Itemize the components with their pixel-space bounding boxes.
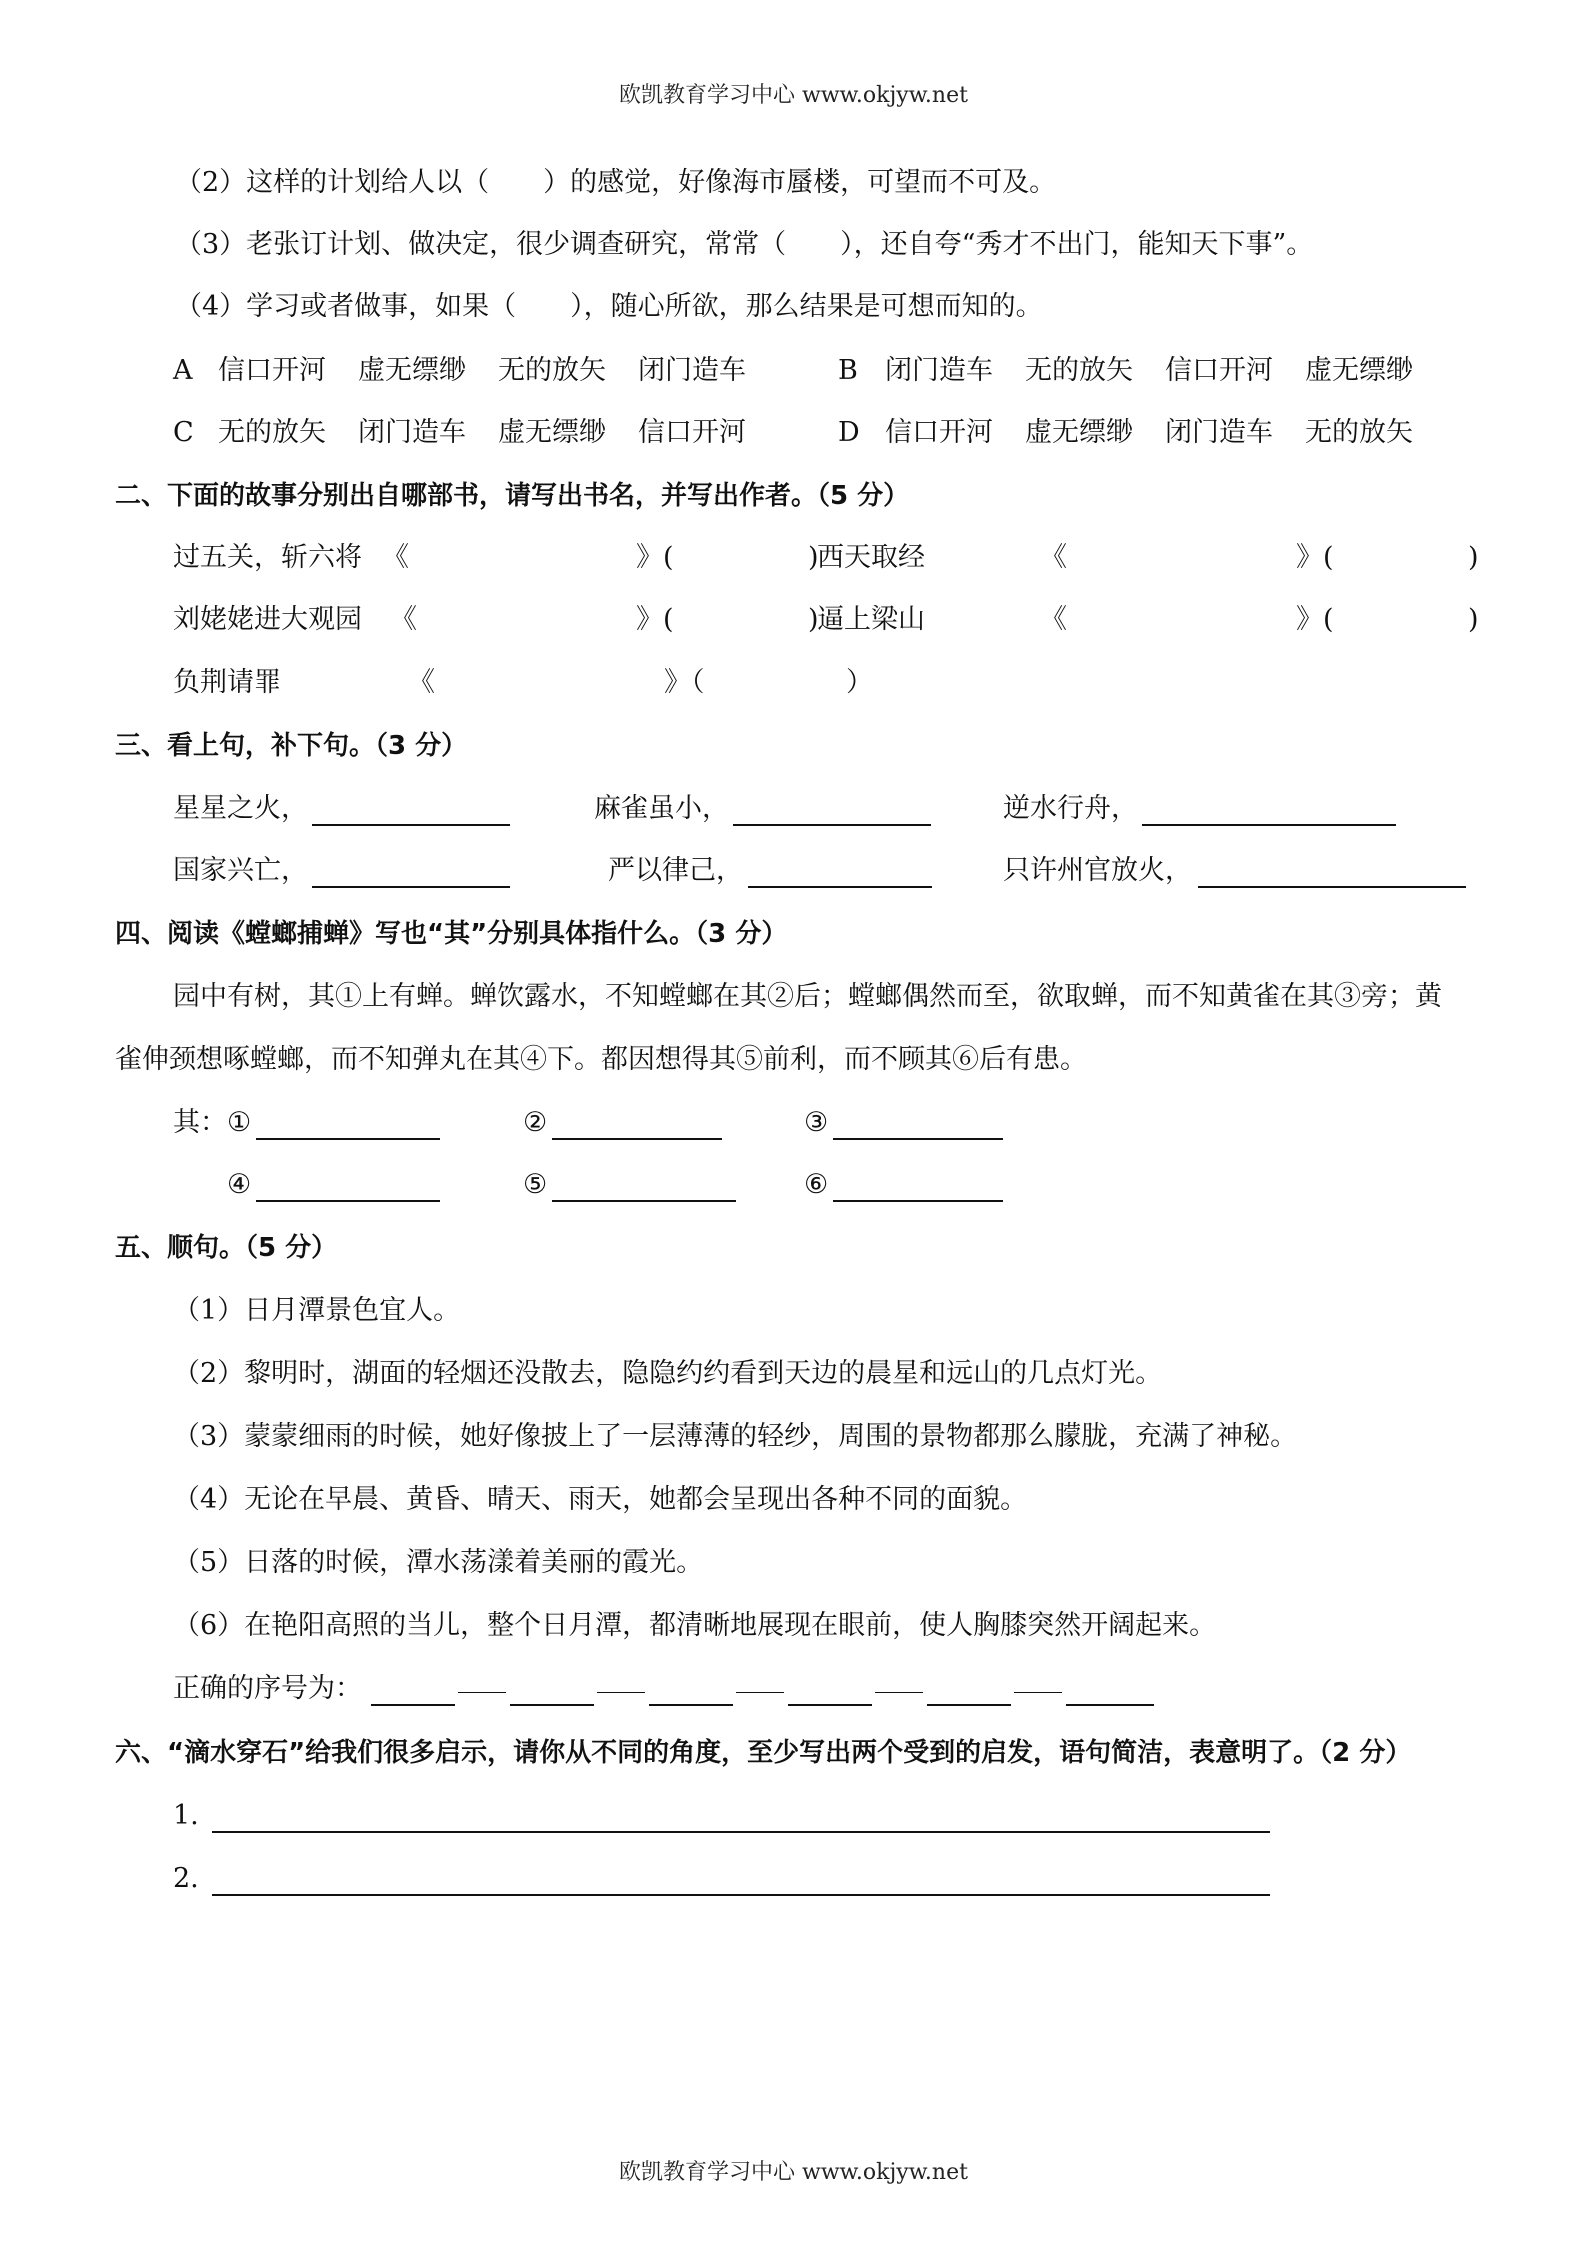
page-header: 欧凯教育学习中心 www.okjyw.net — [619, 83, 968, 108]
q3-prompt-3: 逆水行舟， — [1003, 793, 1138, 824]
q5-sentence-3: （3）蒙蒙细雨的时候，她好像披上了一层薄薄的轻纱，周围的景物都那么朦胧，充满了神秘。 — [173, 1421, 1298, 1452]
q4-mark-6: ⑥ — [804, 1169, 829, 1200]
q5-order-blank-6[interactable] — [1066, 1704, 1154, 1706]
q5-title: 五、顺句。（5 分） — [115, 1233, 338, 1263]
q5-sentence-5: （5）日落的时候，潭水荡漾着美丽的霞光。 — [173, 1547, 704, 1578]
q3-answer-line-3[interactable] — [1142, 824, 1396, 826]
option-d-word-4: 无的放矢 — [1305, 417, 1413, 448]
option-c-word-1: 无的放矢 — [218, 417, 326, 448]
option-d-word-2: 虚无缥缈 — [1025, 417, 1133, 448]
q5-order-blank-3[interactable] — [649, 1704, 733, 1706]
q5-sentence-6: （6）在艳阳高照的当儿，整个日月潭，都清晰地展现在眼前，使人胸膝突然开阔起来。 — [173, 1610, 1217, 1641]
q3-answer-line-1[interactable] — [312, 824, 510, 826]
q5-sentence-1: （1）日月潭景色宜人。 — [173, 1295, 461, 1326]
q1-item-2: （2）这样的计划给人以（ ）的感觉，好像海市蜃楼，可望而不可及。 — [175, 167, 1057, 198]
option-a-word-4: 闭门造车 — [638, 355, 746, 386]
q5-order-blank-5[interactable] — [927, 1704, 1011, 1706]
option-c-word-4: 信口开河 — [638, 417, 746, 448]
q1-item-4: （4）学习或者做事，如果（ ），随心所欲，那么结果是可想而知的。 — [175, 291, 1043, 322]
q3-answer-line-5[interactable] — [748, 886, 932, 888]
q2-book-close-2: 》( — [1296, 542, 1334, 573]
q4-answer-line-5[interactable] — [552, 1200, 736, 1202]
q4-answer-line-2[interactable] — [552, 1138, 722, 1140]
q2-book-open-2: 《 — [1040, 542, 1067, 573]
q4-mark-3: ③ — [804, 1107, 829, 1138]
q4-passage-line-2: 雀伸颈想啄螳螂，而不知弹丸在其④下。都因想得其⑤前利，而不顾其⑥后有患。 — [115, 1044, 1087, 1075]
option-c-word-2: 闭门造车 — [358, 417, 466, 448]
q2-story-2: 西天取经 — [817, 542, 925, 573]
q3-title: 三、看上句，补下句。（3 分） — [115, 731, 468, 761]
q4-mark-1: ① — [227, 1107, 252, 1138]
option-b-word-4: 虚无缥缈 — [1305, 355, 1413, 386]
page-footer: 欧凯教育学习中心 www.okjyw.net — [619, 2160, 968, 2185]
q5-order-dash-3 — [736, 1692, 784, 1693]
q1-item-3: （3）老张订计划、做决定，很少调查研究，常常（ ），还自夸“秀才不出门，能知天下事”。 — [175, 229, 1314, 260]
q3-answer-line-2[interactable] — [733, 824, 931, 826]
q5-order-blank-1[interactable] — [371, 1704, 455, 1706]
q6-item-1: 1. — [173, 1800, 199, 1831]
q3-prompt-4: 国家兴亡， — [173, 855, 308, 886]
q2-book-open-5: 《 — [408, 667, 435, 698]
q4-mark-5: ⑤ — [523, 1169, 548, 1200]
q6-title: 六、“滴水穿石”给我们很多启示，请你从不同的角度，至少写出两个受到的启发，语句简洁，表意明了。（2 分） — [115, 1738, 1412, 1768]
q6-answer-line-2[interactable] — [212, 1894, 1270, 1896]
option-a-word-2: 虚无缥缈 — [358, 355, 466, 386]
option-a-word-1: 信口开河 — [218, 355, 326, 386]
q2-book-open-4: 《 — [1040, 604, 1067, 635]
option-d-letter: D — [838, 417, 860, 448]
q2-paren-close-4: ) — [1468, 604, 1479, 635]
q3-prompt-2: 麻雀虽小， — [594, 793, 729, 824]
option-b-word-2: 无的放矢 — [1025, 355, 1133, 386]
q4-mark-4: ④ — [227, 1169, 252, 1200]
q3-answer-line-4[interactable] — [312, 886, 510, 888]
option-b-word-1: 闭门造车 — [885, 355, 993, 386]
q5-order-dash-2 — [597, 1692, 645, 1693]
option-d-word-1: 信口开河 — [885, 417, 993, 448]
q5-order-dash-5 — [1014, 1692, 1062, 1693]
q5-order-blank-2[interactable] — [510, 1704, 594, 1706]
q2-paren-close-3: ) — [808, 604, 819, 635]
q4-passage-line-1: 园中有树，其①上有蝉。蝉饮露水，不知螳螂在其②后；螳螂偶然而至，欲取蝉，而不知黄雀在其③旁；黄 — [173, 981, 1442, 1012]
q4-answer-line-4[interactable] — [256, 1200, 440, 1202]
option-b-letter: B — [838, 355, 858, 386]
option-a-letter: A — [173, 355, 193, 386]
q5-order-label: 正确的序号为： — [173, 1673, 362, 1704]
q3-prompt-1: 星星之火， — [173, 793, 308, 824]
option-c-word-3: 虚无缥缈 — [498, 417, 606, 448]
q3-prompt-5: 严以律己， — [608, 855, 743, 886]
q5-order-dash-1 — [458, 1692, 506, 1693]
q2-book-open-3: 《 — [390, 604, 417, 635]
q4-answer-line-6[interactable] — [833, 1200, 1003, 1202]
q4-title: 四、阅读《螳螂捕蝉》写也“其”分别具体指什么。（3 分） — [115, 919, 788, 949]
q2-story-5: 负荆请罪 — [173, 667, 281, 698]
q2-story-3: 刘姥姥进大观园 — [173, 604, 362, 635]
q2-book-close-5: 》（ — [664, 667, 705, 698]
q5-order-dash-4 — [875, 1692, 923, 1693]
q2-book-open-1: 《 — [382, 542, 409, 573]
q4-mark-2: ② — [523, 1107, 548, 1138]
option-a-word-3: 无的放矢 — [498, 355, 606, 386]
q2-title: 二、下面的故事分别出自哪部书，请写出书名，并写出作者。（5 分） — [115, 481, 910, 511]
q4-answer-line-1[interactable] — [256, 1138, 440, 1140]
q5-sentence-2: （2）黎明时，湖面的轻烟还没散去，隐隐约约看到天边的晨星和远山的几点灯光。 — [173, 1358, 1163, 1389]
q2-book-close-3: 》( — [636, 604, 674, 635]
q5-sentence-4: （4）无论在早晨、黄昏、晴天、雨天，她都会呈现出各种不同的面貌。 — [173, 1484, 1028, 1515]
q6-item-2: 2. — [173, 1863, 199, 1894]
q6-answer-line-1[interactable] — [212, 1831, 1270, 1833]
option-c-letter: C — [173, 417, 194, 448]
q5-order-blank-4[interactable] — [788, 1704, 872, 1706]
q4-answer-line-3[interactable] — [833, 1138, 1003, 1140]
q2-story-1: 过五关，斩六将 — [173, 542, 362, 573]
q2-paren-close-1: ) — [808, 542, 819, 573]
q2-story-4: 逼上梁山 — [817, 604, 925, 635]
q3-answer-line-6[interactable] — [1198, 886, 1466, 888]
option-d-word-3: 闭门造车 — [1165, 417, 1273, 448]
q3-prompt-6: 只许州官放火， — [1003, 855, 1192, 886]
q2-paren-close-5: ） — [846, 667, 873, 698]
q2-book-close-1: 》( — [636, 542, 674, 573]
option-b-word-3: 信口开河 — [1165, 355, 1273, 386]
q4-qi-label: 其： — [173, 1107, 227, 1138]
q2-book-close-4: 》( — [1296, 604, 1334, 635]
q2-paren-close-2: ) — [1468, 542, 1479, 573]
